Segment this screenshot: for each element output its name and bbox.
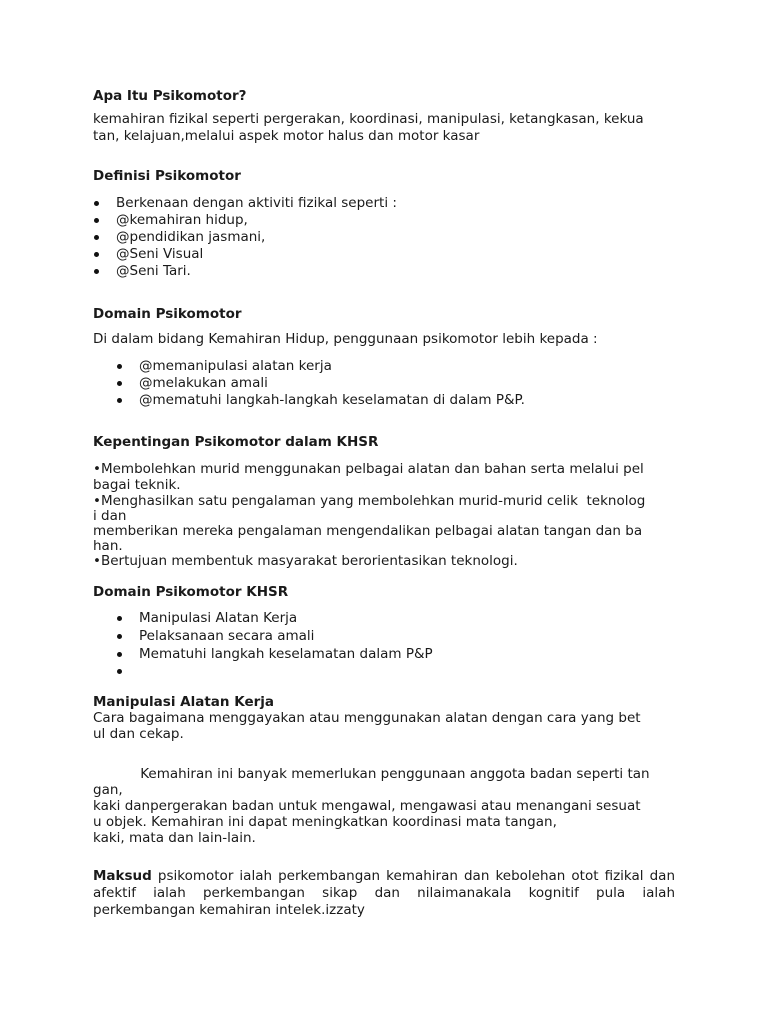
bullet-icon <box>94 269 99 274</box>
paragraph-line: •Menghasilkan satu pengalaman yang membolehkan murid-murid celik teknolog <box>93 493 646 509</box>
paragraph-maksud <box>93 868 675 919</box>
paragraph-line: •Bertujuan membentuk masyarakat berorientasikan teknologi. <box>93 553 518 569</box>
paragraph-line: bagai teknik. <box>93 477 181 493</box>
heading-manipulasi-alatan-kerja: Manipulasi Alatan Kerja <box>93 694 274 710</box>
bullet-icon <box>117 634 122 639</box>
paragraph-line: memberikan mereka pengalaman mengendalikan pelbagai alatan tangan dan ba <box>93 523 643 539</box>
bullet-icon <box>117 616 122 621</box>
paragraph-line: •Membolehkan murid menggunakan pelbagai alatan dan bahan serta melalui pel <box>93 461 644 477</box>
paragraph-line: kaki danpergerakan badan untuk mengawal, mengawasi atau menangani sesuat <box>93 798 641 814</box>
list-item: @mematuhi langkah-langkah keselamatan di dalam P&P. <box>139 392 525 408</box>
list-item: @pendidikan jasmani, <box>116 229 266 245</box>
heading-domain-psikomotor: Domain Psikomotor <box>93 306 242 322</box>
list-item: Pelaksanaan secara amali <box>139 628 315 644</box>
paragraph-line: Kemahiran ini banyak memerlukan penggunaan anggota badan seperti tan <box>93 766 650 782</box>
list-item: Berkenaan dengan aktiviti fizikal seperti : <box>116 195 397 211</box>
list-item: Mematuhi langkah keselamatan dalam P&P <box>139 646 433 662</box>
bullet-icon <box>117 398 122 403</box>
paragraph-line: i dan <box>93 508 127 524</box>
paragraph-line: ul dan cekap. <box>93 726 184 742</box>
list-item: @memanipulasi alatan kerja <box>139 358 332 374</box>
bullet-icon <box>117 652 122 657</box>
paragraph-line: gan, <box>93 782 123 798</box>
paragraph-line: Di dalam bidang Kemahiran Hidup, penggunaan psikomotor lebih kepada : <box>93 331 598 347</box>
list-item: @Seni Visual <box>116 246 204 262</box>
heading-kepentingan-psikomotor: Kepentingan Psikomotor dalam KHSR <box>93 434 379 450</box>
paragraph-line: tan, kelajuan,melalui aspek motor halus dan motor kasar <box>93 128 480 144</box>
bullet-icon <box>94 252 99 257</box>
bullet-icon <box>117 364 122 369</box>
bullet-icon <box>94 201 99 206</box>
paragraph-line: kemahiran fizikal seperti pergerakan, koordinasi, manipulasi, ketangkasan, kekua <box>93 111 644 127</box>
maksud-text: psikomotor ialah perkembangan kemahiran dan kebolehan otot fizikal dan afektif ialah perkembangan sikap dan nilaimanakala kognitif pula ialah perkembangan kemahiran intelek.izzaty <box>93 868 675 918</box>
heading-apa-itu-psikomotor: Apa Itu Psikomotor? <box>93 88 247 104</box>
maksud-label: Maksud <box>93 868 152 884</box>
list-item: @kemahiran hidup, <box>116 212 248 228</box>
list-item: @melakukan amali <box>139 375 268 391</box>
bullet-icon <box>117 381 122 386</box>
bullet-icon <box>94 218 99 223</box>
paragraph-line: Cara bagaimana menggayakan atau menggunakan alatan dengan cara yang bet <box>93 710 641 726</box>
heading-definisi-psikomotor: Definisi Psikomotor <box>93 168 241 184</box>
paragraph-line: han. <box>93 538 123 554</box>
bullet-icon <box>94 235 99 240</box>
heading-domain-psikomotor-khsr: Domain Psikomotor KHSR <box>93 584 289 600</box>
list-item: @Seni Tari. <box>116 263 191 279</box>
list-item: Manipulasi Alatan Kerja <box>139 610 298 626</box>
bullet-icon <box>117 669 122 674</box>
paragraph-line: kaki, mata dan lain-lain. <box>93 830 256 846</box>
paragraph-line: u objek. Kemahiran ini dapat meningkatkan koordinasi mata tangan, <box>93 814 557 830</box>
